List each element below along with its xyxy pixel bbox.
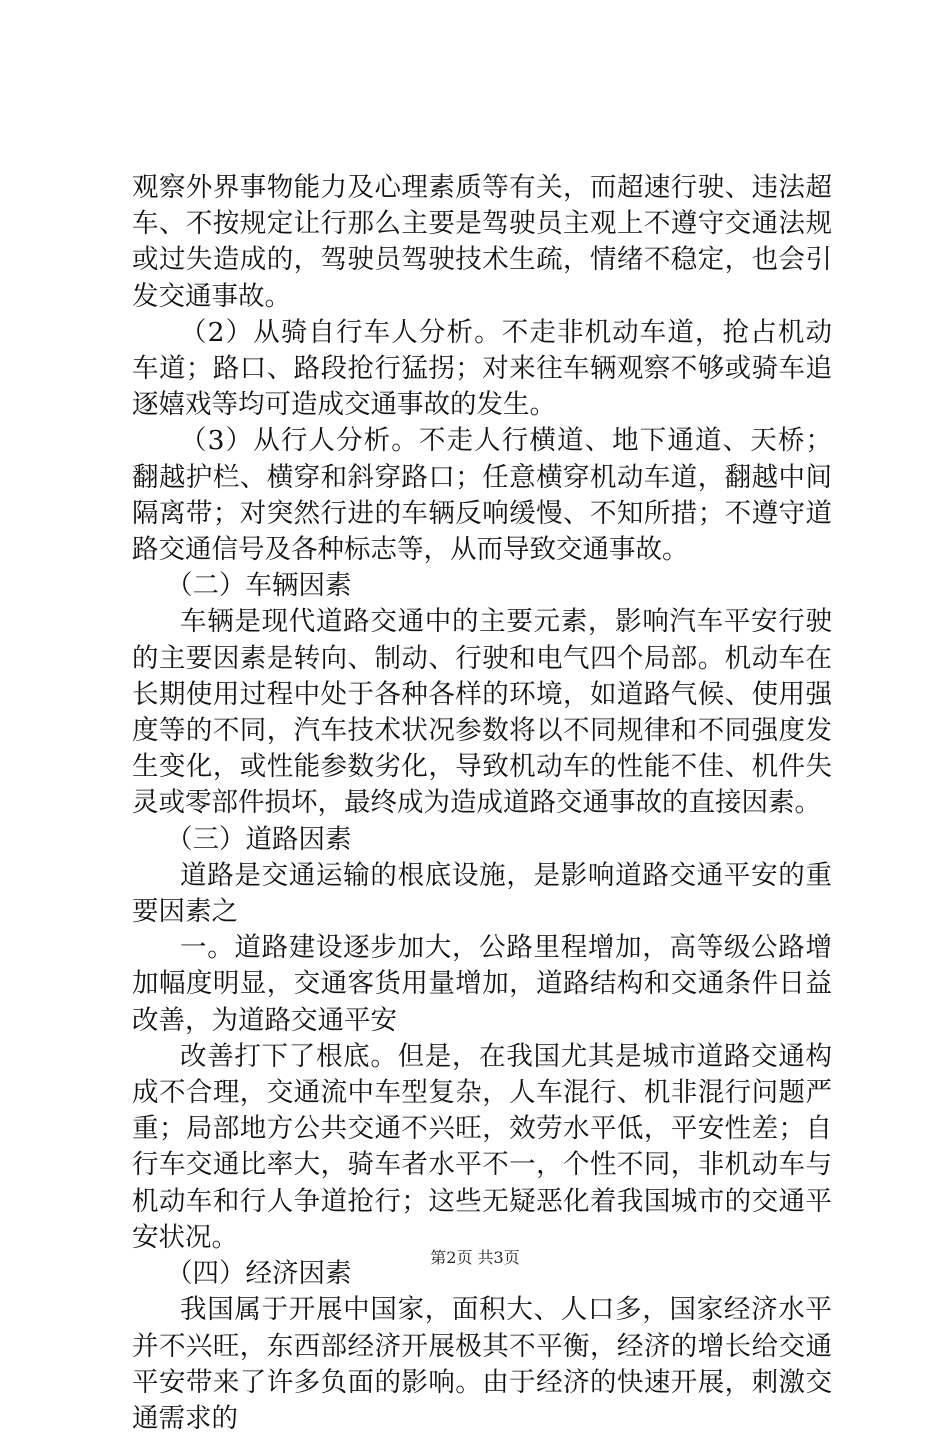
paragraph-cyclist-analysis: （2）从骑自行车人分析。不走非机动车道，抢占机动车道；路口、路段抢行猛拐；对来往车辆观察不够或骑车追逐嬉戏等均可造成交通事故的发生。: [132, 316, 832, 421]
paragraph-pedestrian-analysis: （3）从行人分析。不走人行横道、地下通道、天桥；翻越护栏、横穿和斜穿路口；任意横穿机动车道，翻越中间隔离带；对突然行进的车辆反响缓慢、不知所措；不遵守道路交通信号及各种标志等，从而导致交通事故。: [132, 425, 832, 566]
paragraph-road-intro: 道路是交通运输的根底设施，是影响道路交通平安的重要因素之: [132, 859, 832, 928]
paragraph-economy-factors: 我国属于开展中国家，面积大、人口多，国家经济水平并不兴旺，东西部经济开展极其不平衡，经济的增长给交通平安带来了许多负面的影响。由于经济的快速开展，刺激交通需求的: [132, 1294, 832, 1434]
page-number-footer: 第2页 共3页: [430, 1248, 520, 1267]
section-heading-economy: （四）经济因素: [166, 1258, 352, 1290]
paragraph-road-construction: 一。道路建设逐步加大，公路里程增加，高等级公路增加幅度明显，交通客货用量增加，道路结构和交通条件日益改善，为道路交通平安: [132, 932, 832, 1036]
section-heading-vehicle: （二）车辆因素: [166, 570, 352, 602]
paragraph-vehicle-factors: 车辆是现代道路交通中的主要元素，影响汽车平安行驶的主要因素是转向、制动、行驶和电气四个局部。机动车在长期使用过程中处于各种各样的环境，如道路气候、使用强度等的不同，汽车技术状况参数将以不同规律和不同强度发生变化，或性能参数劣化，导致机动车的性能不佳、机件失灵或零部件损坏，最终成为造成道路交通事故的直接因素。: [132, 606, 832, 819]
paragraph-driver-analysis: 观察外界事物能力及心理素质等有关，而超速行驶、违法超车、不按规定让行那么主要是驾驶员主观上不遵守交通法规或过失造成的，驾驶员驾驶技术生疏，情绪不稳定，也会引发交通事故。: [132, 172, 832, 312]
paragraph-road-problems: 改善打下了根底。但是，在我国尤其是城市道路交通构成不合理，交通流中车型复杂，人车混行、机非混行问题严重；局部地方公共交通不兴旺，效劳水平低，平安性差；自行车交通比率大，骑车者水平不一，个性不同，非机动车与机动车和行人争道抢行；这些无疑恶化着我国城市的交通平安状况。: [132, 1040, 832, 1253]
section-heading-road: （三）道路因素: [166, 823, 352, 855]
